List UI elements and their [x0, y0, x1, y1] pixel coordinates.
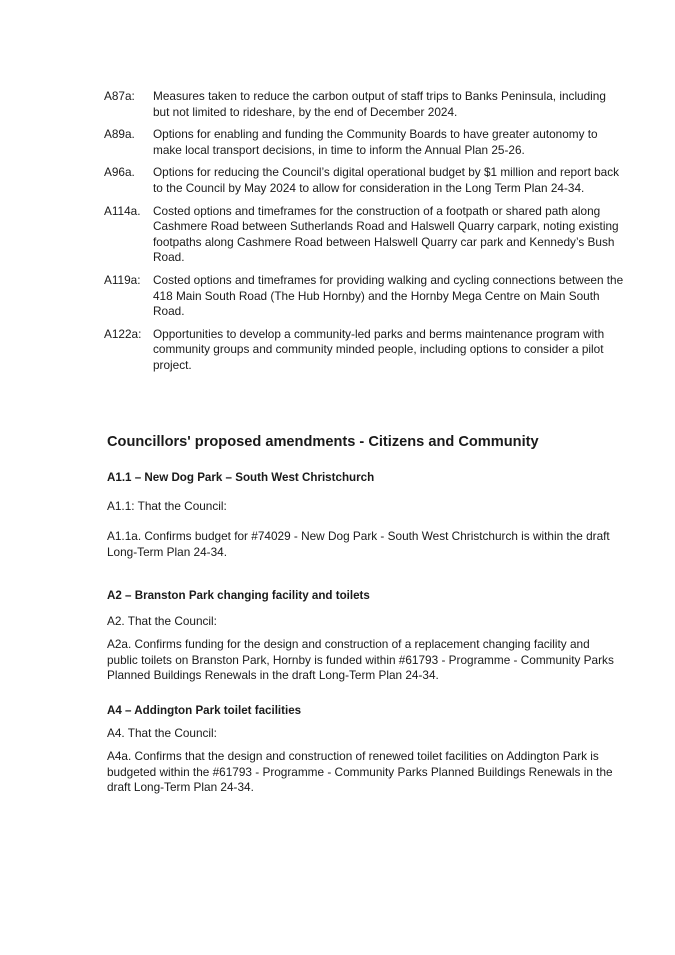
- item-text: Measures taken to reduce the carbon output of staff trips to Banks Peninsula, including but not limited to rideshare, by the end of December 2024.: [153, 89, 606, 119]
- amendment-title-a4: A4 – Addington Park toilet facilities: [107, 704, 302, 717]
- report-request-list: [104, 89, 624, 381]
- section-heading: Councillors' proposed amendments - Citizens and Community: [107, 434, 539, 450]
- item-code: A114a.: [104, 203, 141, 218]
- list-item: [104, 204, 624, 266]
- list-item: [104, 127, 624, 158]
- item-code: A119a:: [104, 272, 141, 287]
- item-text: Options for reducing the Council’s digital operational budget by $1 million and report back to the Council by May 2024 to allow for consideration in the Long Term Plan 24-34.: [153, 165, 620, 195]
- item-text: Opportunities to develop a community-led parks and berms maintenance program with community groups and community minded people, including options to consider a pilot project.: [153, 326, 605, 372]
- list-item: [104, 273, 624, 320]
- item-code: A122a:: [104, 326, 142, 341]
- amendment-intro-a2: A2. That the Council:: [107, 614, 217, 628]
- item-text: Costed options and timeframes for the construction of a footpath or shared path along Cashmere Road between Sutherlands Road and Halswell Quarry carpark, noting existing footpaths along Cashmere Road between Halswell Quarry car park and Kennedy’s Bush Road.: [153, 203, 619, 265]
- item-text: Costed options and timeframes for providing walking and cycling connections between the 418 Main South Road (The Hub Hornby) and the Hornby Mega Centre on Main South Road.: [153, 272, 624, 319]
- item-text: Options for enabling and funding the Community Boards to have greater autonomy to make local transport decisions, in time to inform the Annual Plan 25-26.: [153, 127, 598, 157]
- list-item: [104, 89, 624, 120]
- amendment-title-a1: A1.1 – New Dog Park – South West Christchurch: [107, 471, 375, 484]
- amendment-intro-a1: A1.1: That the Council:: [107, 499, 227, 513]
- list-item: [104, 165, 624, 196]
- amendment-intro-a4: A4. That the Council:: [107, 726, 217, 740]
- item-code: A96a.: [104, 165, 135, 180]
- item-code: A87a:: [104, 89, 135, 103]
- amendment-body-a4: A4a. Confirms that the design and construction of renewed toilet facilities on Addington Park is budgeted within the #61793 - Programme - Community Parks Planned Buildings Renewals in the draft Long-Term Plan 24-34.: [107, 749, 613, 795]
- amendment-body-a1: A1.1a. Confirms budget for #74029 - New Dog Park - South West Christchurch is within the draft Long-Term Plan 24-34.: [107, 529, 610, 559]
- amendment-title-a2: A2 – Branston Park changing facility and toilets: [107, 589, 370, 602]
- list-item: [104, 327, 624, 374]
- amendment-body-a2: A2a. Confirms funding for the design and construction of a replacement changing facility and public toilets on Branston Park, Hornby is funded within #61793 - Programme - Community Parks Planned Buildings Renewals in the draft Long-Term Plan 24-34.: [107, 637, 614, 683]
- item-code: A89a.: [104, 127, 135, 142]
